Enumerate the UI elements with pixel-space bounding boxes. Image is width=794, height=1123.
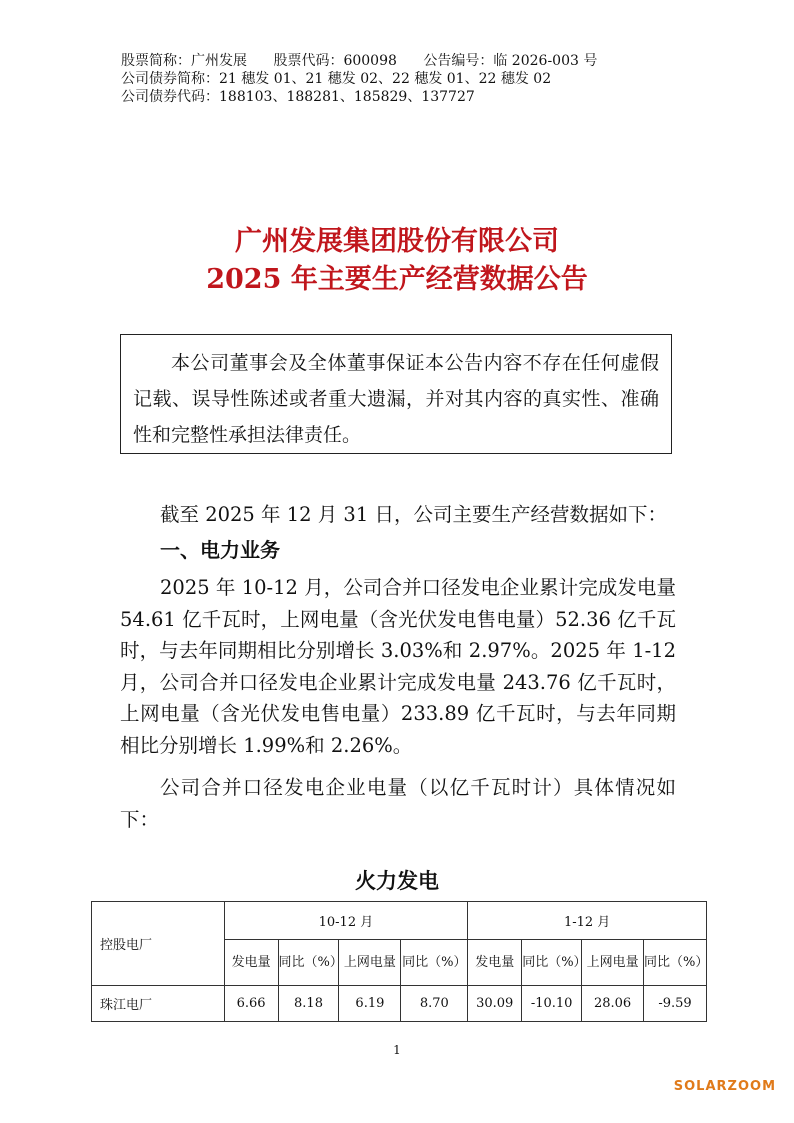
column-header: 发电量 xyxy=(224,940,278,986)
table-title: 火力发电 xyxy=(355,868,439,893)
table-cell: 28.06 xyxy=(582,986,644,1022)
table-corner-header: 控股电厂 xyxy=(92,902,225,986)
stock-abbr: 股票简称：广州发展 xyxy=(121,53,247,69)
intro-paragraph: 截至 2025 年 12 月 31 日，公司主要生产经营数据如下： xyxy=(160,503,667,526)
statement-box: 本公司董事会及全体董事保证本公告内容不存在任何虚假记载、误导性陈述或者重大遗漏，并对其内容的真实性、准确性和完整性承担法律责任。 xyxy=(120,334,672,454)
note-paragraph: 公司合并口径发电企业电量（以亿千瓦时计）具体情况如下： xyxy=(120,776,676,831)
table-cell: -10.10 xyxy=(522,986,582,1022)
row-name: 珠江电厂 xyxy=(92,986,225,1022)
table-cell: 8.70 xyxy=(401,986,468,1022)
column-header: 发电量 xyxy=(468,940,522,986)
section-heading-power: 一、电力业务 xyxy=(160,538,280,562)
watermark-logo: SOLARZOOM xyxy=(673,1079,776,1094)
table-cell: 6.66 xyxy=(224,986,278,1022)
column-header: 同比（%） xyxy=(522,940,582,986)
column-header: 上网电量 xyxy=(582,940,644,986)
column-header: 上网电量 xyxy=(339,940,401,986)
report-title: 2025 年主要生产经营数据公告 xyxy=(206,264,588,295)
body-paragraph: 2025 年 10-12 月，公司合并口径发电企业累计完成发电量 54.61 亿千瓦时，上网电量（含光伏发电售电量）52.36 亿千瓦时，与去年同期相比分别增长 3.03%和 2.97%。2025 年 1-12 月，公司合并口径发电企业累计完成发电量 243.76 亿千瓦时，上网电量（含光伏发电售电量）233.89 亿千瓦时，与去年同期相比分别增长 1.99%和 2.26%。 xyxy=(120,576,676,757)
period-header-q4: 10-12 月 xyxy=(224,902,468,940)
page-number: 1 xyxy=(393,1043,401,1057)
table-row xyxy=(92,986,707,1022)
table-cell: 30.09 xyxy=(468,986,522,1022)
table-cell: 8.18 xyxy=(278,986,339,1022)
stock-code: 股票代码：600098 xyxy=(273,53,397,69)
header-line-2: 公司债券简称：21 穗发 01、21 穗发 02、22 穗发 01、22 穗发 02 xyxy=(121,71,552,87)
column-header: 同比（%） xyxy=(401,940,468,986)
column-header: 同比（%） xyxy=(644,940,707,986)
header-meta xyxy=(121,52,619,106)
thermal-power-table xyxy=(91,901,707,1022)
table-cell: -9.59 xyxy=(644,986,707,1022)
notice-no: 公告编号：临 2026-003 号 xyxy=(423,53,598,69)
company-title: 广州发展集团股份有限公司 xyxy=(235,226,559,257)
header-line-1 xyxy=(121,52,619,70)
column-header: 同比（%） xyxy=(278,940,339,986)
table-cell: 6.19 xyxy=(339,986,401,1022)
header-line-3: 公司债券代码：188103、188281、185829、137727 xyxy=(121,89,475,105)
period-header-annual: 1-12 月 xyxy=(468,902,707,940)
